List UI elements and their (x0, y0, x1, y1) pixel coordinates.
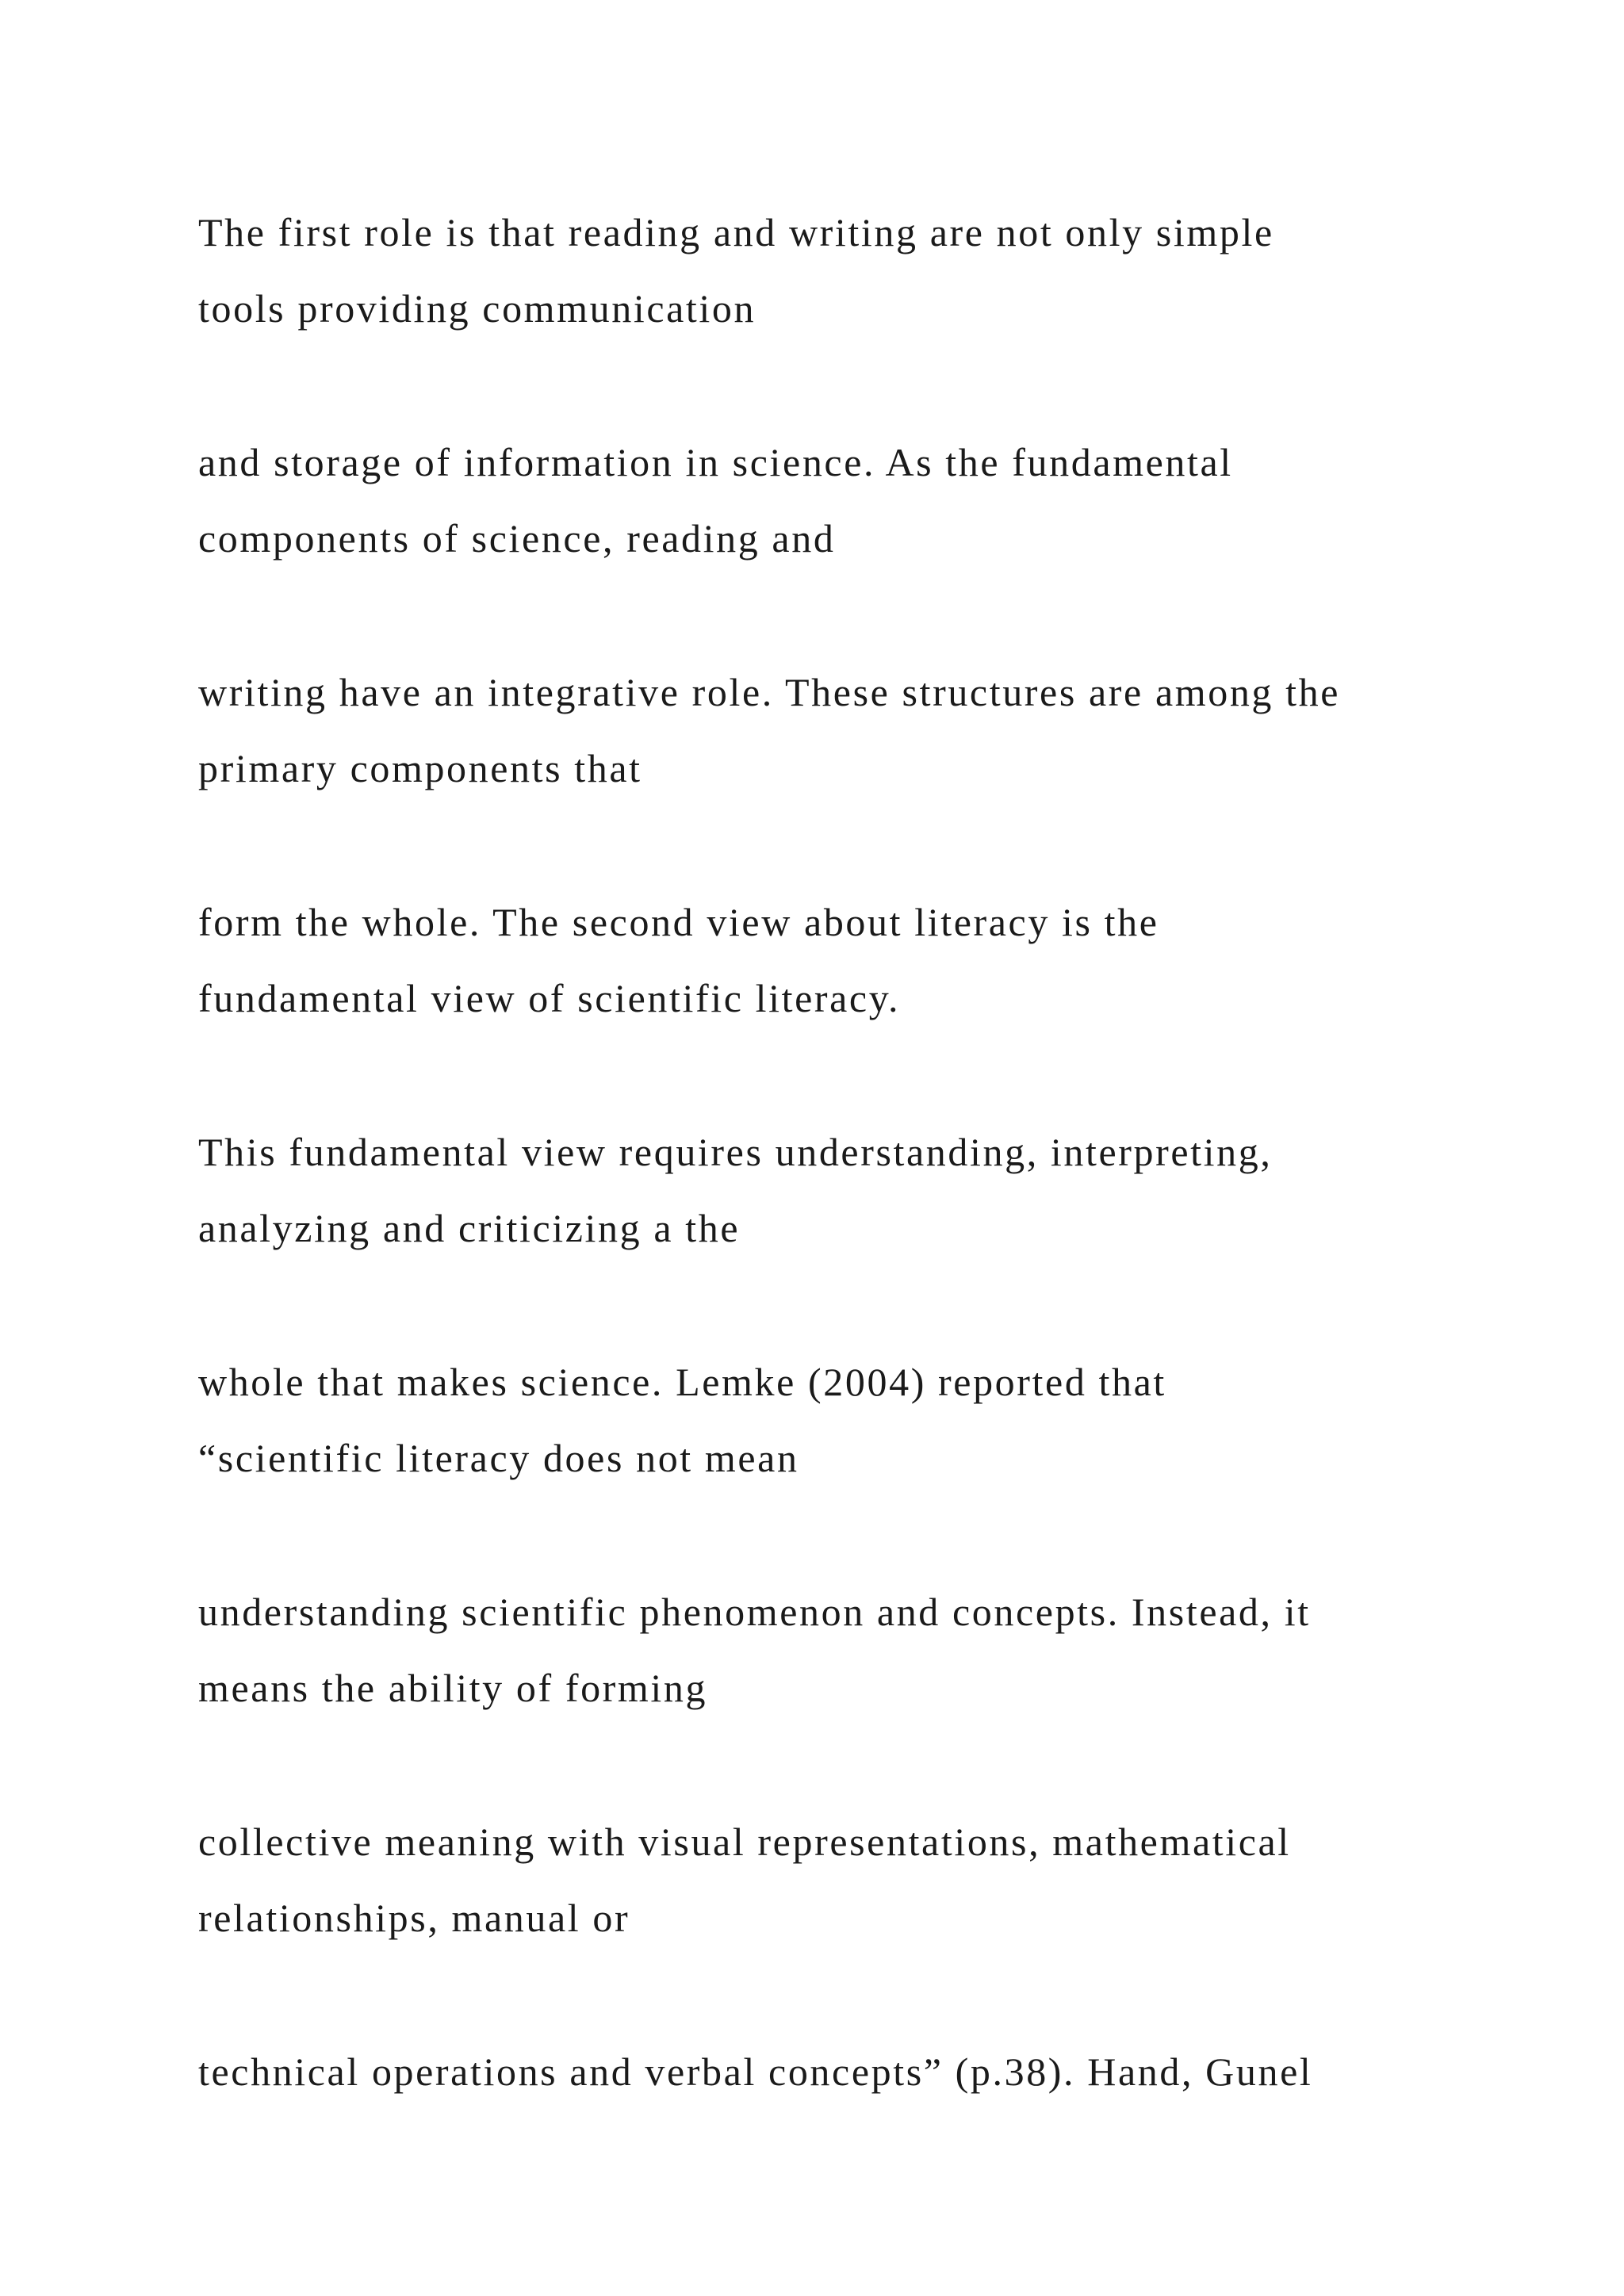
paragraph-7 (198, 1574, 1507, 1726)
text-line: The first role is that reading and writing are not only simple (198, 210, 1274, 254)
paragraph-6 (198, 1344, 1507, 1496)
paragraph-5 (198, 1114, 1507, 1266)
text-line: This fundamental view requires understanding, interpreting, (198, 1130, 1273, 1174)
text-line: collective meaning with visual representations, mathematical (198, 1820, 1291, 1864)
paragraph-2 (198, 424, 1507, 576)
text-line: understanding scientific phenomenon and concepts. Instead, it (198, 1590, 1311, 1634)
text-line: “scientific literacy does not mean (198, 1436, 799, 1480)
text-line: tools providing communication (198, 286, 756, 331)
text-line: primary components that (198, 746, 642, 790)
text-line: technical operations and verbal concepts” (p.38). Hand, Gunel (198, 2049, 1313, 2094)
body-text (198, 194, 1507, 2187)
paragraph-1 (198, 194, 1507, 346)
text-line: writing have an integrative role. These structures are among the (198, 670, 1341, 714)
paragraph-3 (198, 654, 1507, 806)
text-line: components of science, reading and (198, 516, 836, 561)
text-line: relationships, manual or (198, 1896, 630, 1940)
text-line: and storage of information in science. As the fundamental (198, 440, 1233, 484)
text-line: analyzing and criticizing a the (198, 1206, 741, 1250)
paragraph-9 (198, 2034, 1507, 2110)
text-line: form the whole. The second view about literacy is the (198, 900, 1159, 944)
text-line: whole that makes science. Lemke (2004) reported that (198, 1360, 1166, 1404)
text-line: fundamental view of scientific literacy. (198, 976, 901, 1020)
text-line: means the ability of forming (198, 1666, 708, 1710)
paragraph-4 (198, 884, 1507, 1036)
paragraph-8 (198, 1804, 1507, 1956)
